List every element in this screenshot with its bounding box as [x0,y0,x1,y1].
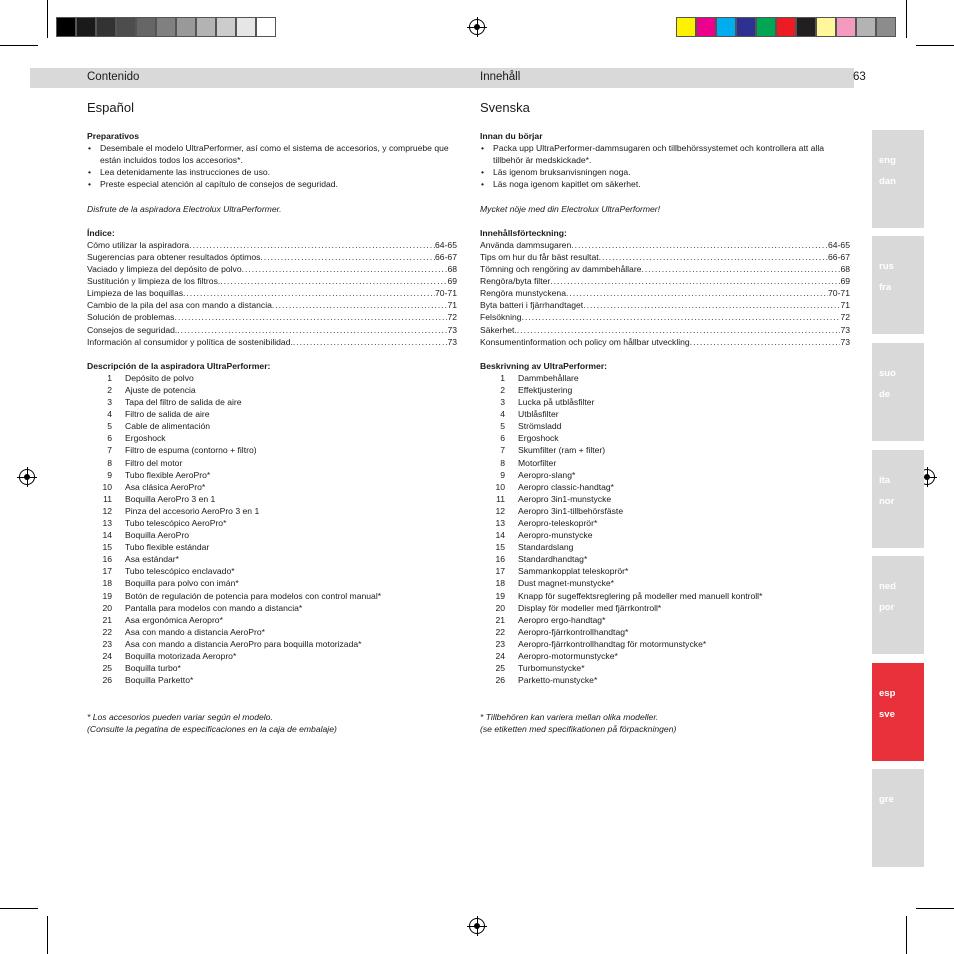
toc-row: Información al consumidor y política de sostenibilidad. ..... 73 [87,336,457,348]
color-swatch [796,17,816,37]
list-item: 7 Skumfilter (ram + filter) [500,445,606,456]
color-swatch [816,17,836,37]
toc-row: Solución de problemas ..... 72 [87,311,457,323]
prep-list [480,142,850,190]
prep-list [87,142,457,190]
color-swatch [736,17,756,37]
list-item: 16 Standardhandtag* [495,554,588,565]
footnote-2: (Consulte la pegatina de especificaciones en la caja de embalaje) [87,723,337,734]
parts-list [480,372,850,686]
list-item: 14 Aeropro-munstycke [495,530,593,541]
list-item: 25 Turbomunstycke* [495,663,585,674]
list-item: 5 Cable de alimentación [107,421,211,432]
list-item: 6 Ergoshock [500,433,559,444]
color-swatch [876,17,896,37]
list-item: 14 Boquilla AeroPro [102,530,190,541]
color-swatch [96,17,116,37]
list-item: 17 Tubo telescópico enclavado* [102,566,235,577]
list-item: 20 Display för modeller med fjärrkontroll* [495,602,662,613]
parts-list [87,372,457,686]
list-item: 11 Boquilla AeroPro 3 en 1 [103,493,216,504]
list-item: 4 Filtro de salida de aire [107,409,210,420]
list-item: 10 Asa clásica AeroPro* [102,481,206,492]
list-item: 25 Boquilla turbo* [102,663,181,674]
list-item: 20 Pantalla para modelos con mando a distancia* [102,602,303,613]
list-item: 8 Filtro del motor [107,457,183,468]
list-item: 5 Strömsladd [500,421,562,432]
language-tab-ita[interactable]: ita nor [872,450,924,548]
list-item: • Lea detenidamente las instrucciones de uso. [87,166,457,178]
color-swatch [236,17,256,37]
toc-row: Konsumentinformation och policy om hållbar utveckling ..... 73 [480,336,850,348]
list-item: 22 Asa con mando a distancia AeroPro* [102,626,265,637]
toc-row: Säkerhet. ..... 73 [480,324,850,336]
list-item: 18 Boquilla para polvo con imán* [102,578,239,589]
description-heading: Descripción de la aspiradora UltraPerformer: [87,360,271,371]
list-item: 11 Aeropro 3in1-munstycke [496,493,612,504]
list-item: 26 Boquilla Parketto* [102,675,194,686]
index-heading: Innehållsförteckning: [480,227,567,238]
list-item: 22 Aeropro-fjärrkontrollhandtag* [495,626,629,637]
toc-row: Limpieza de las boquillas ..... 70-71 [87,287,457,299]
header-left-title: Contenido [87,71,140,83]
list-item: 2 Effektjustering [500,384,573,395]
color-swatch [116,17,136,37]
toc [87,239,457,348]
color-swatch [716,17,736,37]
list-item: 15 Tubo flexible estándar [102,542,210,553]
list-item: 18 Dust magnet-munstycke* [495,578,614,589]
footnote-1: * Tillbehören kan variera mellan olika modeller. [480,711,659,722]
list-item: 2 Ajuste de potencia [107,384,196,395]
list-item: 10 Aeropro classic-handtag* [495,481,615,492]
list-item: 26 Parketto-munstycke* [495,675,598,686]
color-swatch [836,17,856,37]
list-item: 13 Aeropro-teleskoprör* [495,518,598,528]
enjoy-text: Mycket nöje med din Electrolux UltraPerformer! [480,203,661,214]
list-item: 8 Motorfilter [500,457,557,468]
description-heading: Beskrivning av UltraPerformer: [480,360,608,371]
toc-row: Sustitución y limpieza de los filtros. ..... 69 [87,275,457,287]
list-item: 3 Lucka på utblåsfilter [500,397,595,408]
list-item: 9 Tubo flexible AeroPro* [107,469,211,480]
registration-mark-bottom-icon [469,918,485,934]
toc-row: Rengöra munstyckena ..... 70-71 [480,287,850,299]
language-tab-suo[interactable]: suo de [872,343,924,441]
cmyk-color-bar [676,17,896,37]
registration-mark-left-icon [19,469,35,485]
toc-row: Använda dammsugaren ..... 64-65 [480,239,850,251]
list-item: 24 Aeropro-motormunstycke* [495,651,618,662]
prep-heading: Innan du börjar [480,131,543,141]
toc-row: Tömning och rengöring av dammbehållare ..... 68 [480,263,850,275]
color-swatch [776,17,796,37]
toc-row: Cómo utilizar la aspiradora ..... 64-65 [87,239,457,251]
color-swatch [676,17,696,37]
list-item: 19 Botón de regulación de potencia para modelos con control manual* [102,590,382,601]
color-swatch [136,17,156,37]
left-column [87,130,457,735]
list-item: 9 Aeropro-slang* [500,469,576,480]
language-tab-ned[interactable]: ned por [872,556,924,654]
color-swatch [756,17,776,37]
page-number: 63 [853,71,866,83]
toc-row: Tips om hur du får bäst resultat ..... 66-67 [480,251,850,263]
index-heading: Índice: [87,227,115,238]
enjoy-text: Disfrute de la aspiradora Electrolux UltraPerformer. [87,203,282,214]
footnote-2: (se etiketten med specifikationen på förpackningen) [480,723,677,734]
list-item: 16 Asa estándar* [102,554,179,565]
list-item: 17 Sammankopplat teleskoprör* [495,566,629,577]
footnote-1: * Los accesorios pueden variar según el modelo. [87,711,273,722]
list-item: 21 Asa ergonómica Aeropro* [102,614,223,625]
list-item: 12 Pinza del accesorio AeroPro 3 en 1 [102,505,260,516]
toc-row: Sugerencias para obtener resultados óptimos ..... 66-67 [87,251,457,263]
header-band [30,68,854,88]
list-item: 23 Asa con mando a distancia AeroPro para boquilla motorizada* [102,638,362,649]
color-swatch [56,17,76,37]
list-item: 19 Knapp för sugeffektsreglering på modeller med manuell kontroll* [495,590,763,601]
color-swatch [196,17,216,37]
color-swatch [156,17,176,37]
prep-heading: Preparativos [87,131,140,141]
registration-mark-top-icon [469,19,485,35]
list-item: • Preste especial atención al capítulo de consejos de seguridad. [87,178,457,190]
list-item: 21 Aeropro ergo-handtag* [495,614,606,625]
color-swatch [176,17,196,37]
language-tab-gre[interactable]: gre [872,769,924,867]
color-swatch [696,17,716,37]
toc-row: Felsökning ..... 72 [480,311,850,323]
color-swatch [256,17,276,37]
list-item: 24 Boquilla motorizada Aeropro* [102,651,237,662]
toc-row: Rengöra/byta filter ..... 69 [480,275,850,287]
color-swatch [76,17,96,37]
list-item: • Desembale el modelo UltraPerformer, así como el sistema de accesorios, y compruebe que están incluidos todos los accesorios*. [87,142,457,166]
language-tab-esp[interactable]: esp sve [872,663,924,761]
list-item: 4 Utblåsfilter [500,409,559,420]
grayscale-color-bar [56,17,276,37]
list-item: • Läs igenom bruksanvisningen noga. [480,166,850,178]
toc-row: Byta batteri i fjärrhandtaget ..... 71 [480,299,850,311]
toc [480,239,850,348]
toc-row: Vaciado y limpieza del depósito de polvo ..... 68 [87,263,457,275]
color-swatch [856,17,876,37]
list-item: 7 Filtro de espuma (contorno + filtro) [107,445,257,456]
left-column-title: Español [87,100,134,115]
list-item: 1 Depósito de polvo [107,372,194,383]
list-item: 3 Tapa del filtro de salida de aire [107,397,242,408]
list-item: 15 Standardslang [495,542,574,553]
toc-row: Consejos de seguridad. ..... 73 [87,324,457,336]
list-item: 13 Tubo telescópico AeroPro* [102,518,227,528]
right-column [480,130,850,735]
list-item: 12 Aeropro 3in1-tillbehörsfäste [495,505,624,516]
language-tab-rus[interactable]: rus fra [872,236,924,334]
list-item: • Läs noga igenom kapitlet om säkerhet. [480,178,850,190]
header-right-title: Innehåll [480,71,521,83]
list-item: 23 Aeropro-fjärrkontrollhandtag för motormunstycke* [495,638,707,649]
list-item: 1 Dammbehållare [500,372,579,383]
toc-row: Cambio de la pila del asa con mando a distancia ..... 71 [87,299,457,311]
color-swatch [216,17,236,37]
language-tab-eng[interactable]: eng dan [872,130,924,228]
right-column-title: Svenska [480,100,530,115]
list-item: 6 Ergoshock [107,433,166,444]
list-item: • Packa upp UltraPerformer-dammsugaren och tillbehörssystemet och kontrollera att alla tillbehör är medskickade*. [480,142,850,166]
